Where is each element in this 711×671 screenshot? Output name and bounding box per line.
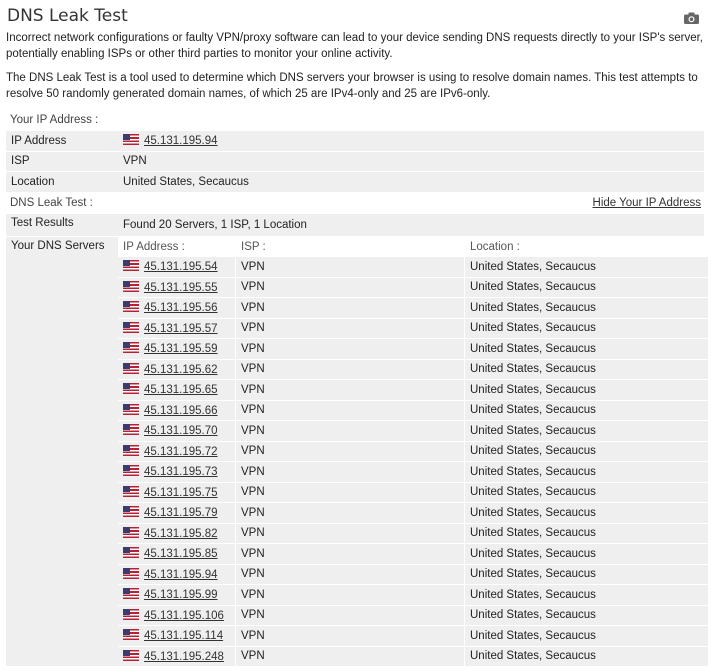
server-ip-cell xyxy=(118,401,235,421)
table-row xyxy=(118,565,708,585)
table-row xyxy=(6,237,704,666)
us-flag-icon xyxy=(123,486,139,497)
table-row xyxy=(118,626,708,646)
server-isp-cell: VPN xyxy=(236,401,464,421)
server-isp-cell: VPN xyxy=(236,380,464,400)
table-row xyxy=(118,544,708,564)
server-ip-cell xyxy=(118,380,235,400)
us-flag-icon xyxy=(123,134,139,145)
server-ip-link[interactable]: 45.131.195.59 xyxy=(144,343,218,356)
server-isp-cell: VPN xyxy=(236,565,464,585)
column-header-ip: IP Address : xyxy=(118,237,235,256)
server-location-cell: United States, Secaucus xyxy=(465,626,708,646)
camera-icon[interactable] xyxy=(684,12,699,24)
server-ip-link[interactable]: 45.131.195.70 xyxy=(144,425,218,438)
server-location-cell: United States, Secaucus xyxy=(465,360,708,380)
us-flag-icon xyxy=(123,568,139,579)
server-location-cell: United States, Secaucus xyxy=(465,401,708,421)
server-ip-cell xyxy=(118,442,235,462)
server-isp-cell: VPN xyxy=(236,647,464,667)
table-row xyxy=(6,131,704,151)
dns-servers-table xyxy=(117,236,709,667)
server-location-cell: United States, Secaucus xyxy=(465,647,708,667)
dns-leak-heading: DNS Leak Test : xyxy=(10,196,93,209)
server-ip-cell xyxy=(118,606,235,626)
server-location-cell: United States, Secaucus xyxy=(465,380,708,400)
us-flag-icon xyxy=(123,322,139,333)
server-isp-cell: VPN xyxy=(236,606,464,626)
server-location-cell: United States, Secaucus xyxy=(465,524,708,544)
server-location-cell: United States, Secaucus xyxy=(465,257,708,277)
table-row xyxy=(118,647,708,667)
table-row xyxy=(118,360,708,380)
server-ip-link[interactable]: 45.131.195.72 xyxy=(144,445,218,458)
dns-servers-body xyxy=(118,257,708,666)
server-isp-cell: VPN xyxy=(236,524,464,544)
table-row xyxy=(118,298,708,318)
table-row xyxy=(6,172,704,192)
us-flag-icon xyxy=(123,424,139,435)
us-flag-icon xyxy=(123,650,139,661)
server-ip-link[interactable]: 45.131.195.55 xyxy=(144,281,218,294)
server-ip-link[interactable]: 45.131.195.99 xyxy=(144,589,218,602)
server-ip-cell xyxy=(118,503,235,523)
us-flag-icon xyxy=(123,301,139,312)
server-location-cell: United States, Secaucus xyxy=(465,319,708,339)
us-flag-icon xyxy=(123,383,139,394)
ip-address-label: IP Address xyxy=(6,131,118,151)
column-header-location: Location : xyxy=(465,237,708,256)
server-ip-link[interactable]: 45.131.195.62 xyxy=(144,363,218,376)
us-flag-icon xyxy=(123,588,139,599)
server-ip-cell xyxy=(118,565,235,585)
server-ip-cell xyxy=(118,524,235,544)
server-location-cell: United States, Secaucus xyxy=(465,585,708,605)
server-isp-cell: VPN xyxy=(236,442,464,462)
intro-paragraph: Incorrect network configurations or faulty VPN/proxy software can lead to your device sending DNS requests directly to your ISP's server, potentially enabling ISPs or other third parties to monitor your online activity. xyxy=(6,32,703,60)
table-row xyxy=(118,606,708,626)
server-ip-cell xyxy=(118,298,235,318)
server-ip-link[interactable]: 45.131.195.56 xyxy=(144,302,218,315)
server-ip-cell xyxy=(118,626,235,646)
server-isp-cell: VPN xyxy=(236,257,464,277)
server-isp-cell: VPN xyxy=(236,483,464,503)
test-results-label: Test Results xyxy=(6,214,118,237)
server-ip-link[interactable]: 45.131.195.82 xyxy=(144,527,218,540)
server-ip-cell xyxy=(118,339,235,359)
table-row xyxy=(118,319,708,339)
your-ip-table xyxy=(6,130,704,193)
table-row xyxy=(118,503,708,523)
server-location-cell: United States, Secaucus xyxy=(465,278,708,298)
dns-leak-table xyxy=(6,213,704,668)
server-location-cell: United States, Secaucus xyxy=(465,462,708,482)
server-isp-cell: VPN xyxy=(236,462,464,482)
server-ip-link[interactable]: 45.131.195.106 xyxy=(144,609,224,622)
server-isp-cell: VPN xyxy=(236,278,464,298)
server-ip-cell xyxy=(118,257,235,277)
server-isp-cell: VPN xyxy=(236,298,464,318)
server-ip-link[interactable]: 45.131.195.94 xyxy=(144,568,218,581)
us-flag-icon xyxy=(123,445,139,456)
server-isp-cell: VPN xyxy=(236,319,464,339)
server-ip-cell xyxy=(118,421,235,441)
server-ip-link[interactable]: 45.131.195.65 xyxy=(144,384,218,397)
server-location-cell: United States, Secaucus xyxy=(465,339,708,359)
server-isp-cell: VPN xyxy=(236,421,464,441)
dns-leak-heading-row xyxy=(6,193,705,213)
server-location-cell: United States, Secaucus xyxy=(465,483,708,503)
server-ip-cell xyxy=(118,278,235,298)
us-flag-icon xyxy=(123,506,139,517)
server-ip-cell xyxy=(118,544,235,564)
table-row xyxy=(118,442,708,462)
server-ip-link[interactable]: 45.131.195.73 xyxy=(144,466,218,479)
table-row xyxy=(118,339,708,359)
isp-label: ISP xyxy=(6,152,118,172)
table-row xyxy=(118,401,708,421)
server-isp-cell: VPN xyxy=(236,585,464,605)
server-location-cell: United States, Secaucus xyxy=(465,503,708,523)
table-row xyxy=(6,152,704,172)
dns-servers-cell xyxy=(118,237,704,666)
page-title: DNS Leak Test xyxy=(7,6,128,26)
dns-servers-label: Your DNS Servers xyxy=(6,237,118,666)
table-row xyxy=(118,257,708,277)
server-location-cell: United States, Secaucus xyxy=(465,544,708,564)
us-flag-icon xyxy=(123,609,139,620)
server-ip-link[interactable]: 45.131.195.54 xyxy=(144,261,218,274)
server-ip-cell xyxy=(118,462,235,482)
server-ip-cell xyxy=(118,483,235,503)
server-ip-link[interactable]: 45.131.195.85 xyxy=(144,548,218,561)
us-flag-icon xyxy=(123,260,139,271)
table-row xyxy=(118,483,708,503)
server-location-cell: United States, Secaucus xyxy=(465,442,708,462)
isp-value: VPN xyxy=(118,152,704,172)
location-label: Location xyxy=(6,172,118,192)
us-flag-icon xyxy=(123,363,139,374)
server-ip-link[interactable]: 45.131.195.114 xyxy=(144,630,224,643)
test-results-value: Found 20 Servers, 1 ISP, 1 Location xyxy=(118,214,704,237)
us-flag-icon xyxy=(123,342,139,353)
server-location-cell: United States, Secaucus xyxy=(465,565,708,585)
server-ip-link[interactable]: 45.131.195.79 xyxy=(144,507,218,520)
us-flag-icon xyxy=(123,404,139,415)
server-location-cell: United States, Secaucus xyxy=(465,298,708,318)
table-row xyxy=(118,524,708,544)
table-row xyxy=(6,214,704,237)
server-isp-cell: VPN xyxy=(236,339,464,359)
table-row xyxy=(118,380,708,400)
us-flag-icon xyxy=(123,547,139,558)
server-location-cell: United States, Secaucus xyxy=(465,421,708,441)
server-isp-cell: VPN xyxy=(236,626,464,646)
table-header-row xyxy=(118,237,708,256)
server-ip-cell xyxy=(118,585,235,605)
us-flag-icon xyxy=(123,629,139,640)
location-value: United States, Secaucus xyxy=(118,172,704,192)
us-flag-icon xyxy=(123,281,139,292)
table-row xyxy=(118,462,708,482)
us-flag-icon xyxy=(123,465,139,476)
ip-address-value xyxy=(118,131,704,151)
server-isp-cell: VPN xyxy=(236,503,464,523)
description-paragraph: The DNS Leak Test is a tool used to determine which DNS servers your browser is using to resolve domain names. This test attempts to resolve 50 randomly generated domain names, of which 25 are IPv4-only and 25 are IPv6-only. xyxy=(6,72,698,100)
server-isp-cell: VPN xyxy=(236,360,464,380)
server-ip-cell xyxy=(118,319,235,339)
us-flag-icon xyxy=(123,527,139,538)
column-header-isp: ISP : xyxy=(236,237,464,256)
server-ip-link[interactable]: 45.131.195.75 xyxy=(144,486,218,499)
ip-address-link[interactable]: 45.131.195.94 xyxy=(144,135,218,148)
server-isp-cell: VPN xyxy=(236,544,464,564)
server-location-cell: United States, Secaucus xyxy=(465,606,708,626)
server-ip-cell xyxy=(118,647,235,667)
table-row xyxy=(118,278,708,298)
hide-ip-link[interactable]: Hide Your IP Address xyxy=(592,196,701,209)
server-ip-link[interactable]: 45.131.195.57 xyxy=(144,322,218,335)
table-row xyxy=(118,585,708,605)
table-row xyxy=(118,421,708,441)
server-ip-link[interactable]: 45.131.195.66 xyxy=(144,404,218,417)
server-ip-cell xyxy=(118,360,235,380)
your-ip-heading: Your IP Address : xyxy=(10,114,99,126)
server-ip-link[interactable]: 45.131.195.248 xyxy=(144,650,224,663)
